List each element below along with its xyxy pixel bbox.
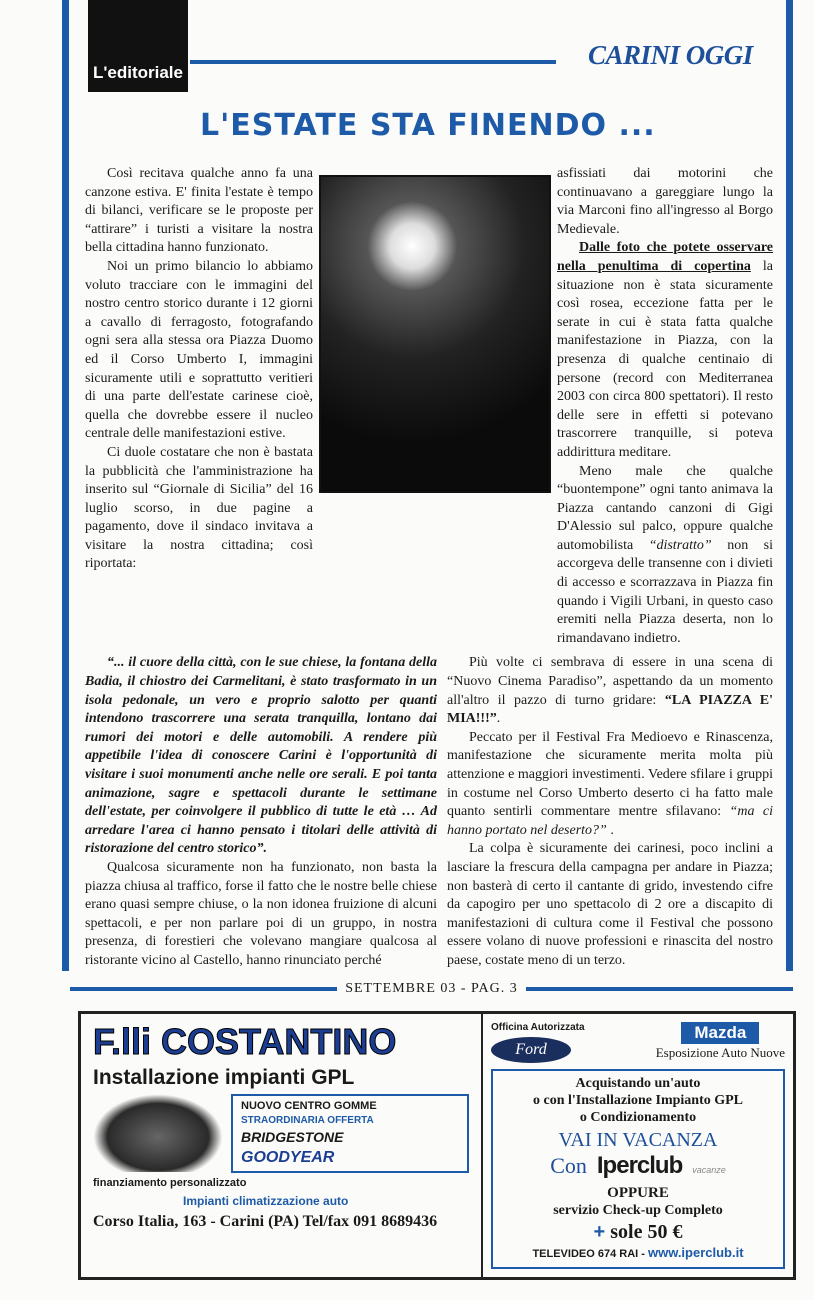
tyre-section [93, 1094, 469, 1173]
footer-rule-right [526, 987, 793, 991]
paragraph: Noi un primo bilancio lo abbiamo voluto tracciare con le immagini del nostro centro storico durante i 12 giorni a cavallo di ferragosto, fotografando ogni sera alla stessa ora Piazza Duomo ed il Corso Umberto I, immagini sicuramente utili e soprattutto veritieri di una parte dell'estate carinese cioè, quella che dovrebbe essere il nucleo centrale delle manifestazioni estive. [85, 258, 313, 442]
ad-address: Corso Italia, 163 - Carini (PA) Tel/fax 091 8689436 [93, 1212, 438, 1230]
promo-box [491, 1069, 785, 1269]
promo-line: o Condizionamento [579, 1109, 697, 1125]
ad-subtitle: Installazione impianti GPL [93, 1065, 355, 1089]
ad-offerta1: STRAORDINARIA [241, 1114, 325, 1126]
bridgestone-logo: BRIDGESTONE [241, 1128, 344, 1145]
promo-televideo: TELEVIDEO 674 RAI - [532, 1247, 648, 1260]
mazda-logo: Mazda [681, 1022, 759, 1044]
column-right-top [557, 165, 773, 648]
ad-expo: Esposizione Auto Nuove [655, 1044, 785, 1060]
footer-rule-left [70, 987, 337, 991]
ad-clima: Impianti climatizzazione auto [183, 1193, 349, 1208]
promo-line: Acquistando un'auto [575, 1075, 701, 1091]
iperclub-vacanze: vacanze [692, 1164, 726, 1175]
paragraph: Qualcosa sicuramente non ha funzionato, non basta la piazza chiusa al traffico, forse il fatto che le nostre belle chiese erano quasi sempre chiuse, o la non idonea fruizione di alcuni spettacoli, e per non parlare poi di un gruppo, in nostra presenza, di forestieri che volevano mangiare qualcosa al ristorante vicino al Castello, hanno rinunciato perché [85, 859, 437, 968]
paragraph: Meno male che qualche “buontempone” ogni tanto animava la Piazza cantando canzoni di Gigi D'Alessio sul palco, oppure qualche automobilista “distratto” non si accorgeva delle transenne con i divieti di accesso e scorrazzava in Piazza fin quando i Vigili Urbani, in questo caso eremiti nella Piazza deserta, non lo rimandavano indietro. [557, 463, 773, 646]
promo-line: o con l'Installazione Impianto GPL [532, 1092, 744, 1108]
ad-financing: finanziamento personalizzato [93, 1176, 247, 1189]
ad-gomme: NUOVO CENTRO GOMME [241, 1099, 377, 1112]
ford-logo: Ford [491, 1037, 571, 1063]
promo-vacanza: VAI IN VACANZA [558, 1128, 718, 1151]
article-title: L'ESTATE STA FINENDO ... [200, 108, 656, 143]
ad-offerta2: OFFERTA [327, 1114, 374, 1126]
paragraph: La colpa è sicuramente dei carinesi, poco inclini a lasciare la frescura della campagna per andare in Piazza; non basterà di certo il cantante di grido, investendo cifre da capogiro per uno spettacolo di 2 ore a discapito di manifestazioni di cultura come il Festival che possono essere volano di nuove professioni e rinascita del nostro paese, costate meno di un terzo. [447, 841, 773, 968]
promo-con: Con [550, 1152, 587, 1178]
quote: “... il cuore della città, con le sue chiese, la fontana della Badia, il chiostro dei Carmelitani, è stato trasformato in un isola pedonale, un vero e proprio salotto per quanti intendono trascorrere una serata tranquilla, lontano dai rumori dei motori e delle automobili. A rendere più appetibile l'idea di conoscere Carini è l'opportunità di visitare i suoi monumenti anche nelle ore serali. E poi tanta animazione, sagre e spettacoli durante le settimane dell'estate, per coinvolgere il pubblico di tutte le età … Ad arredare l'area ci hanno pensato i titolari delle attività di ristorazione del centro storico”. [85, 655, 437, 857]
section-label: L'editoriale [92, 63, 183, 82]
ad-dealer [481, 1014, 793, 1277]
column-left [85, 165, 313, 574]
plus-icon: + [593, 1220, 606, 1243]
page-footer-row [70, 981, 793, 997]
promo-checkup: servizio Check-up Completo [553, 1202, 723, 1218]
advertisement-box [78, 1011, 796, 1280]
ad-brand: F.lli COSTANTINO [93, 1020, 397, 1062]
paragraph: Ci duole costatare che non è bastata la pubblicità che l'amministrazione ha inserito sul “Giornale di Sicilia” del 16 luglio scorso, in due pagine a pagamento, dove il sindaco invitava a visitare la nostra cittadina; così riportata: [85, 444, 313, 572]
ad-officina: Officina Autorizzata [491, 1021, 585, 1033]
column-bottom-left [85, 654, 437, 970]
paragraph: Così recitava qualche anno fa una canzone estiva. E' finita l'estate è tempo di bilanci, verificare se le proposte per “attirare” i turisti a visitare la nostra bella cittadina hanno funzionato. [85, 166, 313, 256]
logo: CARINI OGGI [588, 40, 753, 70]
promo-url: www.iperclub.it [647, 1244, 744, 1260]
article-top-row [85, 165, 773, 648]
car-image [93, 1094, 223, 1172]
article-photo [319, 175, 551, 493]
iperclub-logo: Iperclub [596, 1151, 683, 1179]
paragraph: Dalle foto che potete osservare nella penultima di copertina la situazione non è stata sicuramente così rosea, eccezione fatta per le serate in cui è stata fatta qualche manifestazione in Piazza, con la presenza di qualche centinaio di persone (record con Mediterranea 2003 con circa 800 spettatori). Il resto delle sere in effetti si potevano trascorrere tranquille, si poteva addirittura meditare. [557, 240, 773, 460]
paragraph: Peccato per il Festival Fra Medioevo e Rinascenza, manifestazione che sicuramente merita molta più attenzione e maggiori investimenti. Vedere sfilare i gruppi in costume nel Corso Umberto deserto ci ha fatto male quanto sentirli commentare mentre sfilavano: “ma ci hanno portato nel deserto?” . [447, 729, 774, 838]
promo-oppure: OPPURE [607, 1184, 669, 1201]
paragraph: Più volte ci sembrava di essere in una scena di “Nuovo Cinema Paradiso”, aspettando da un momento all'altro il pazzo di turno gridare: “LA PIAZZA E' MIA!!!”. [447, 655, 773, 727]
ad-costantino [81, 1014, 481, 1277]
promo-price: sole 50 € [610, 1220, 683, 1243]
column-bottom-right [447, 654, 773, 970]
tyre-box [231, 1094, 469, 1173]
article-frame [62, 0, 793, 971]
page-footer: SETTEMBRE 03 - PAG. 3 [345, 980, 518, 996]
goodyear-logo: GOODYEAR [241, 1148, 335, 1166]
article-bottom-row [85, 654, 773, 970]
paragraph: asfissiati dai motorini che continuavano a gareggiare lungo la via Marconi fino all'ingresso al Borgo Medievale. [557, 166, 773, 237]
